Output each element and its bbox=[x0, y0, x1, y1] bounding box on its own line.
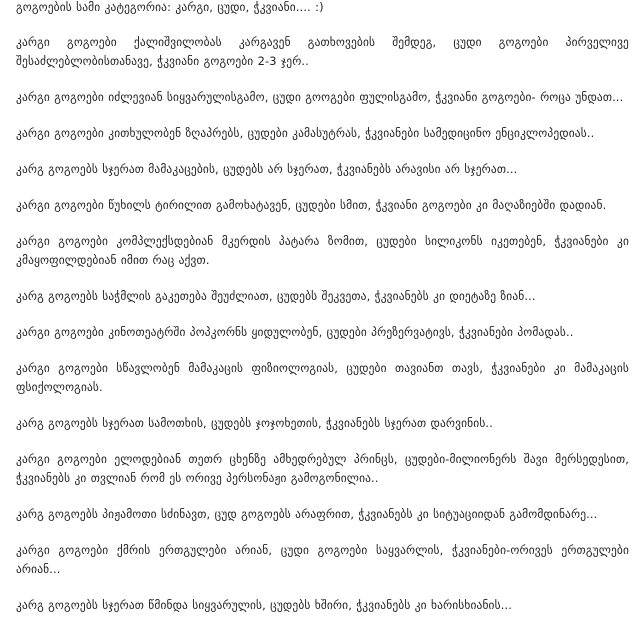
paragraph: კარგი გოგოები კომპლექსდებიან მკერდის პატარა ზომით, ცუდები სილიკონს იკეთებენ, ჭკვიანები კი კმაყოფილდებიან იმით რაც აქვთ. bbox=[16, 234, 629, 267]
paragraph: კარგი გოგოები სწავლობენ მამაკაცის ფიზიოლოგიას, ცუდები თავიანთ თავს, ჭკვიანები კი მამაკაცის ფსიქოლოგიას. bbox=[16, 361, 629, 394]
paragraph: კარგ გოგოებს სჯერათ მამაკაცების, ცუდებს არ სჯერათ, ჭკვიანებს არავისი არ სჯერათ... bbox=[16, 162, 518, 176]
paragraph: კარგ გოგოებს საჭმლის გაკეთება შეუძლიათ, ცუდებს შეკვეთა, ჭკვიანებს კი დიეტაზე ზიან... bbox=[16, 289, 536, 303]
paragraph: კარგ გოგოებს სჯერათ სამოთხის, ცუდებს ჯოჯოხეთის, ჭკვიანებს სჯერათ დარვინის.. bbox=[16, 416, 493, 430]
paragraph: კარგი გოგოები ელოდებიან თეთრ ცხენზე ამხედრებულ პრინცს, ცუდები-მილიონერს შავი მერსედესით, ჭკვიანებს კი თვლიან რომ ეს ორივე პერსონაჟი გამოგონილია.. bbox=[16, 452, 629, 485]
paragraph: კარგ გოგოებს პიჟამოთი სძინავთ, ცუდ გოგოებს არაფრით, ჭკვიანებს კი სიტუაციიდან გამომდინარე... bbox=[16, 507, 598, 521]
paragraph: კარგი გოგოები იძლევიან სიყვარულისგამო, ცუდი გოოგები ფულისგამო, ჭკვიანი გოგოები- როცა უნდათ... bbox=[16, 90, 624, 104]
paragraph: კარგი გოგოები წუხილს ტირილით გამოხატავენ, ცუდები სმით, ჭკვიანი გოგოები კი მაღაზიებში დადიან. bbox=[16, 198, 607, 212]
paragraph: კარგი გოგოები ქალიშვილობას კარგავენ გათხოვების შემდეგ, ცუდი გოგოები პირველივე შესაძლებლობისთანავე, ჭკვიანი გოგოები 2-3 ჯერ.. bbox=[16, 35, 629, 68]
paragraph: კარგ გოგოებს სჯერათ წმინდა სიყვარულის, ცუდებს ხშირი, ჭკვიანებს კი ხარისხიანის... bbox=[16, 598, 513, 612]
paragraph: კარგი გოგოები ქმრის ერთგულები არიან, ცუდი გოგოები საყვარლის, ჭკვიანები-ორივეს ერთგულები არიან... bbox=[16, 543, 629, 576]
paragraph: კარგი გოგოები კითხულობენ ზღაპრებს, ცუდები კამასუტრას, ჭკვიანები სამედიცინო ენციკლოპედიას.. bbox=[16, 126, 595, 140]
paragraph-title: გოგოების სამი კატეგორია: კარგი, ცუდი, ჭკვიანი.... :) bbox=[16, 0, 324, 14]
paragraph: კარგი გოგოები კინოთეატრში პოპკორნს ყიდულობენ, ცუდები პრეზერვატივს, ჭკვიანები პომადას.. bbox=[16, 325, 574, 339]
